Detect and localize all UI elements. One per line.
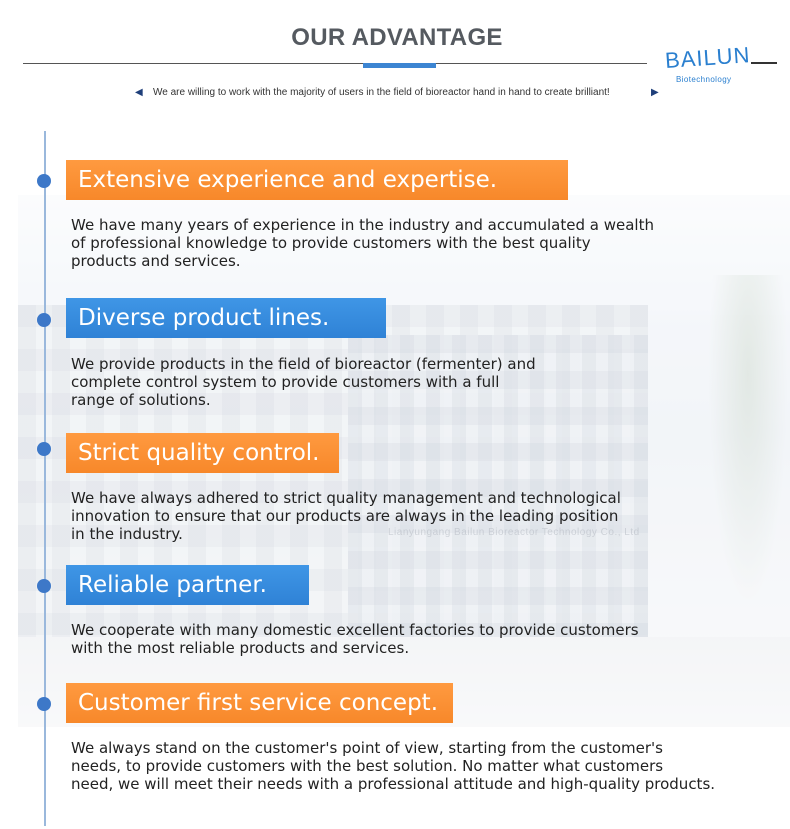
tagline xyxy=(135,86,665,100)
advantage-text-line: range of solutions. xyxy=(71,391,211,409)
advantage-heading: Reliable partner. xyxy=(66,565,309,605)
advantage-text-line: need, we will meet their needs with a professional attitude and high-quality products. xyxy=(71,775,716,793)
arrow-right-icon: ▶ xyxy=(651,87,659,98)
advantage-text-line: We have many years of experience in the industry and accumulated a wealth xyxy=(71,216,654,234)
page-title: OUR ADVANTAGE xyxy=(291,24,503,51)
arrow-left-icon: ◀ xyxy=(135,87,143,98)
advantage-heading: Customer first service concept. xyxy=(66,683,453,723)
tagline-text: We are willing to work with the majority of users in the field of bioreactor hand in hand to create brilliant! xyxy=(153,87,610,98)
advantage-text xyxy=(71,355,536,409)
advantage-heading: Diverse product lines. xyxy=(66,298,386,338)
advantage-text-line: with the most reliable products and services. xyxy=(71,639,410,657)
advantage-text-line: We cooperate with many domestic excellent factories to provide customers xyxy=(71,621,639,639)
advantage-text xyxy=(71,621,639,657)
advantage-text-line: We always stand on the customer's point of view, starting from the customer's xyxy=(71,739,663,757)
timeline-dot xyxy=(37,579,51,593)
logo-dash xyxy=(751,62,777,64)
advantage-text xyxy=(71,489,621,543)
advantage-text-line: We provide products in the field of bioreactor (fermenter) and xyxy=(71,355,536,373)
logo-wordmark: BAILUN xyxy=(664,42,752,74)
advantage-text-line: complete control system to provide customers with a full xyxy=(71,373,500,391)
timeline-dot xyxy=(37,442,51,456)
advantage-text-line: innovation to ensure that our products are always in the leading position xyxy=(71,507,619,525)
advantage-text-line: products and services. xyxy=(71,252,241,270)
timeline-dot xyxy=(37,174,51,188)
advantage-heading: Strict quality control. xyxy=(66,433,339,473)
timeline-dot xyxy=(37,697,51,711)
bailun-logo xyxy=(664,42,752,88)
advantage-text-line: We have always adhered to strict quality management and technological xyxy=(71,489,621,507)
header-rule xyxy=(23,63,647,64)
advantage-text-line: in the industry. xyxy=(71,525,183,543)
advantage-text xyxy=(71,739,715,793)
timeline-dot xyxy=(37,313,51,327)
advantage-text-line: of professional knowledge to provide customers with the best quality xyxy=(71,234,591,252)
header-rule-accent xyxy=(363,63,436,68)
advantage-heading: Extensive experience and expertise. xyxy=(66,160,568,200)
logo-subtitle: Biotechnology xyxy=(676,75,732,84)
timeline-line xyxy=(44,131,46,826)
advantage-text-line: needs, to provide customers with the best solution. No matter what customers xyxy=(71,757,664,775)
advantage-text xyxy=(71,216,654,270)
